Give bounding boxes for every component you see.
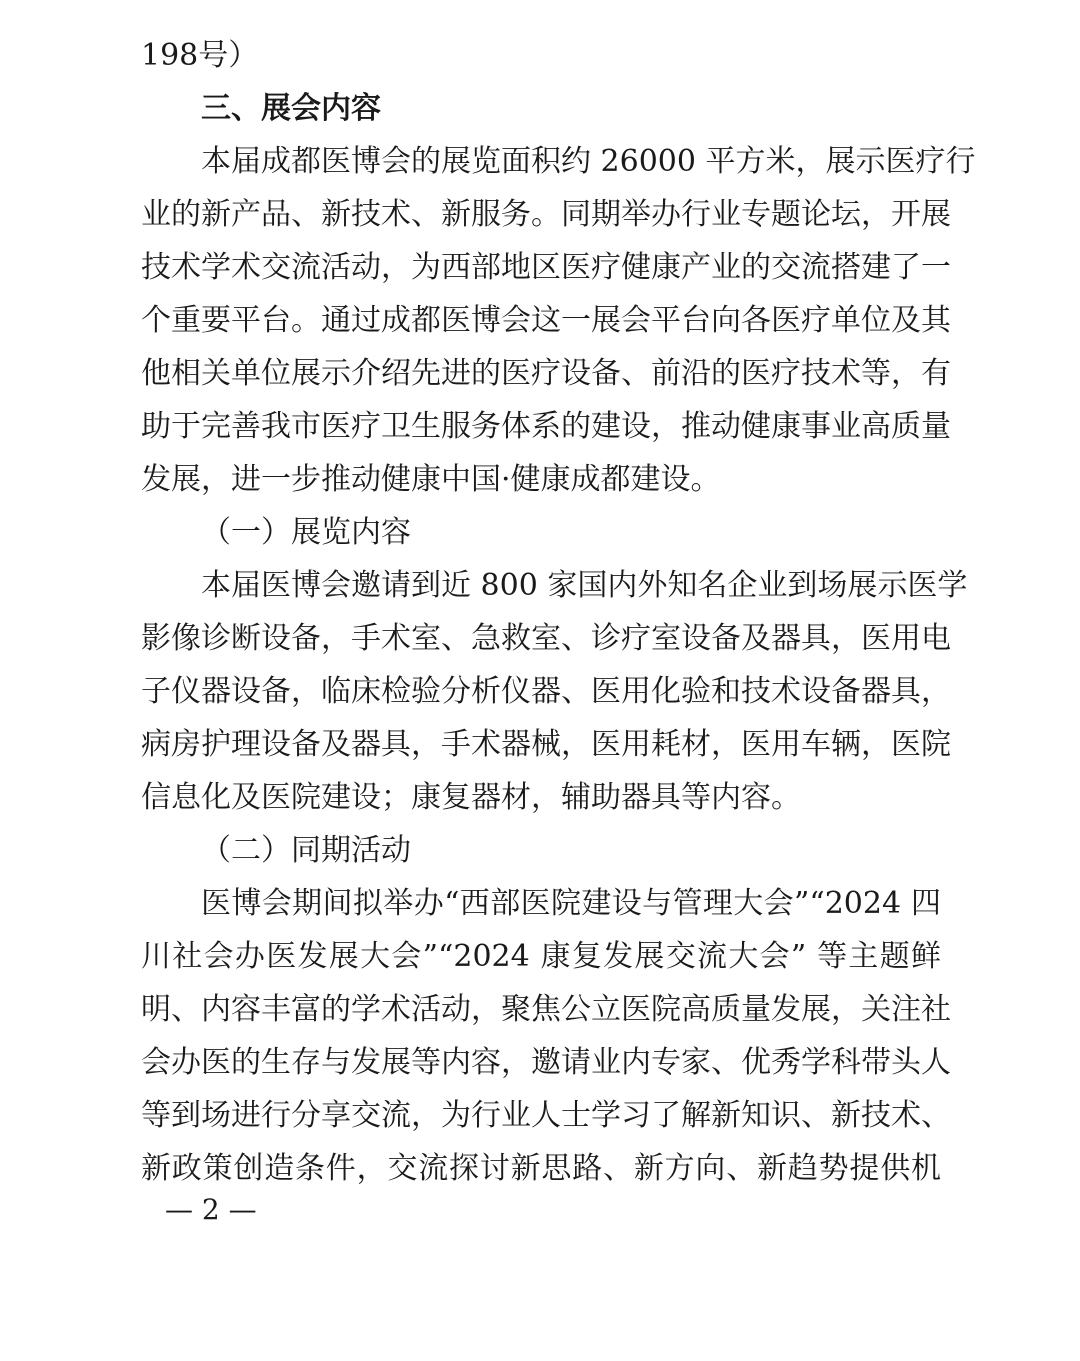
paragraph-line: 他相关单位展示介绍先进的医疗设备、前沿的医疗技术等，有 xyxy=(141,356,951,391)
subsection-heading: （二）同期活动 xyxy=(201,833,411,868)
paragraph-line: 技术学术交流活动，为西部地区医疗健康产业的交流搭建了一 xyxy=(141,250,951,285)
subsection-heading: （一）展览内容 xyxy=(201,515,411,550)
paragraph-line: 明、内容丰富的学术活动，聚焦公立医院高质量发展，关注社 xyxy=(141,992,951,1027)
paragraph-line: 本届医博会邀请到近 800 家国内外知名企业到场展示医学 xyxy=(201,568,968,603)
paragraph-line: 本届成都医博会的展览面积约 26000 平方米，展示医疗行 xyxy=(201,144,976,179)
paragraph-line: 医博会期间拟举办“西部医院建设与管理大会”“2024 四 xyxy=(201,886,941,921)
paragraph-line: 助于完善我市医疗卫生服务体系的建设，推动健康事业高质量 xyxy=(141,409,951,444)
page-number: — 2 — xyxy=(165,1193,257,1226)
section-heading: 三、展会内容 xyxy=(201,91,381,126)
text-line: 198号） xyxy=(141,38,259,73)
paragraph-line: 个重要平台。通过成都医博会这一展会平台向各医疗单位及其 xyxy=(141,303,951,338)
paragraph-line: 川社会办医发展大会”“2024 康复发展交流大会” 等主题鲜 xyxy=(141,939,941,974)
paragraph-line: 发展，进一步推动健康中国·健康成都建设。 xyxy=(141,462,721,497)
paragraph-line: 会办医的生存与发展等内容，邀请业内专家、优秀学科带头人 xyxy=(141,1045,951,1080)
paragraph-line: 病房护理设备及器具，手术器械，医用耗材，医用车辆，医院 xyxy=(141,727,951,762)
paragraph-line: 等到场进行分享交流，为行业人士学习了解新知识、新技术、 xyxy=(141,1098,951,1133)
paragraph-line: 信息化及医院建设；康复器材，辅助器具等内容。 xyxy=(141,780,801,815)
paragraph-line: 新政策创造条件，交流探讨新思路、新方向、新趋势提供机 xyxy=(141,1151,941,1186)
paragraph-line: 子仪器设备，临床检验分析仪器、医用化验和技术设备器具， xyxy=(141,674,951,709)
paragraph-line: 业的新产品、新技术、新服务。同期举办行业专题论坛，开展 xyxy=(141,197,951,232)
paragraph-line: 影像诊断设备，手术室、急救室、诊疗室设备及器具，医用电 xyxy=(141,621,951,656)
